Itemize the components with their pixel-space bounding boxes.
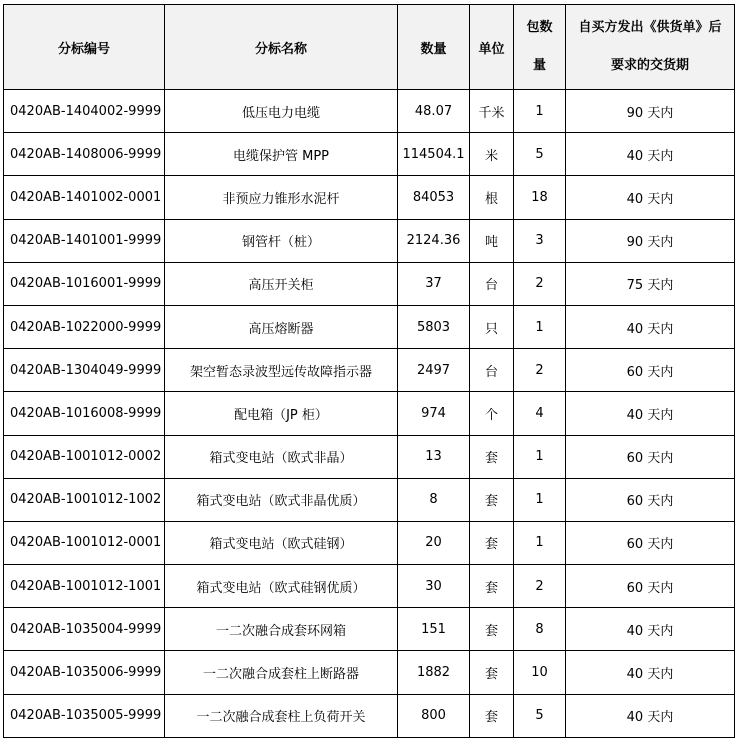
cell-delivery: 60 天内	[566, 521, 735, 564]
cell-code: 0420AB-1022000-9999	[4, 305, 165, 348]
table-row	[4, 349, 735, 392]
cell-qty: 114504.1	[398, 133, 470, 176]
cell-name: 箱式变电站（欧式非晶）	[165, 435, 398, 478]
cell-unit: 千米	[470, 90, 514, 133]
cell-unit: 台	[470, 262, 514, 305]
cell-qty: 974	[398, 392, 470, 435]
cell-packages: 5	[514, 694, 566, 737]
table-row	[4, 694, 735, 737]
cell-qty: 37	[398, 262, 470, 305]
cell-qty: 30	[398, 565, 470, 608]
cell-code: 0420AB-1001012-0002	[4, 435, 165, 478]
cell-code: 0420AB-1404002-9999	[4, 90, 165, 133]
cell-name: 箱式变电站（欧式硅钢）	[165, 521, 398, 564]
cell-delivery: 40 天内	[566, 608, 735, 651]
header-unit: 单位	[470, 5, 514, 90]
cell-code: 0420AB-1401002-0001	[4, 176, 165, 219]
cell-qty: 800	[398, 694, 470, 737]
cell-delivery: 75 天内	[566, 262, 735, 305]
table-row	[4, 133, 735, 176]
cell-code: 0420AB-1001012-1002	[4, 478, 165, 521]
header-packages-line-1: 包数	[526, 20, 553, 35]
cell-unit: 套	[470, 435, 514, 478]
table-row	[4, 90, 735, 133]
cell-qty: 1882	[398, 651, 470, 694]
cell-packages: 4	[514, 392, 566, 435]
cell-qty: 20	[398, 521, 470, 564]
header-delivery-line-2: 要求的交货期	[610, 58, 689, 73]
cell-delivery: 40 天内	[566, 694, 735, 737]
cell-unit: 套	[470, 694, 514, 737]
cell-name: 一二次融合成套柱上负荷开关	[165, 694, 398, 737]
header-delivery	[566, 5, 735, 90]
cell-qty: 2497	[398, 349, 470, 392]
cell-name: 一二次融合成套环网箱	[165, 608, 398, 651]
cell-code: 0420AB-1304049-9999	[4, 349, 165, 392]
table-row	[4, 608, 735, 651]
table-row	[4, 219, 735, 262]
cell-unit: 套	[470, 521, 514, 564]
cell-qty: 8	[398, 478, 470, 521]
cell-packages: 2	[514, 349, 566, 392]
cell-unit: 套	[470, 565, 514, 608]
cell-unit: 吨	[470, 219, 514, 262]
cell-unit: 根	[470, 176, 514, 219]
cell-unit: 只	[470, 305, 514, 348]
cell-code: 0420AB-1035005-9999	[4, 694, 165, 737]
cell-packages: 1	[514, 305, 566, 348]
table-row	[4, 262, 735, 305]
header-qty: 数量	[398, 5, 470, 90]
cell-name: 配电箱（JP 柜）	[165, 392, 398, 435]
cell-name: 一二次融合成套柱上断路器	[165, 651, 398, 694]
cell-delivery: 60 天内	[566, 478, 735, 521]
cell-qty: 84053	[398, 176, 470, 219]
cell-delivery: 40 天内	[566, 392, 735, 435]
cell-code: 0420AB-1016001-9999	[4, 262, 165, 305]
cell-delivery: 40 天内	[566, 651, 735, 694]
cell-qty: 48.07	[398, 90, 470, 133]
header-delivery-line-1: 自买方发出《供货单》后	[578, 20, 722, 35]
cell-packages: 1	[514, 90, 566, 133]
cell-qty: 5803	[398, 305, 470, 348]
table-row	[4, 176, 735, 219]
cell-packages: 1	[514, 478, 566, 521]
cell-unit: 套	[470, 478, 514, 521]
header-name: 分标名称	[165, 5, 398, 90]
header-packages	[514, 5, 566, 90]
header-packages-line-2: 量	[532, 58, 546, 73]
bid-lot-table	[3, 4, 735, 738]
cell-delivery: 40 天内	[566, 133, 735, 176]
cell-delivery: 90 天内	[566, 219, 735, 262]
table-row	[4, 435, 735, 478]
cell-name: 箱式变电站（欧式非晶优质）	[165, 478, 398, 521]
cell-name: 高压熔断器	[165, 305, 398, 348]
cell-packages: 8	[514, 608, 566, 651]
cell-name: 非预应力锥形水泥杆	[165, 176, 398, 219]
cell-unit: 套	[470, 608, 514, 651]
cell-packages: 2	[514, 262, 566, 305]
cell-qty: 13	[398, 435, 470, 478]
cell-packages: 10	[514, 651, 566, 694]
cell-unit: 个	[470, 392, 514, 435]
cell-qty: 2124.36	[398, 219, 470, 262]
cell-packages: 3	[514, 219, 566, 262]
cell-name: 高压开关柜	[165, 262, 398, 305]
cell-unit: 套	[470, 651, 514, 694]
table-row	[4, 521, 735, 564]
table-row	[4, 392, 735, 435]
table-row	[4, 651, 735, 694]
cell-name: 钢管杆（桩）	[165, 219, 398, 262]
cell-delivery: 40 天内	[566, 305, 735, 348]
table-body	[4, 90, 735, 738]
cell-code: 0420AB-1016008-9999	[4, 392, 165, 435]
cell-delivery: 60 天内	[566, 435, 735, 478]
cell-delivery: 90 天内	[566, 90, 735, 133]
cell-code: 0420AB-1001012-1001	[4, 565, 165, 608]
cell-name: 低压电力电缆	[165, 90, 398, 133]
header-code: 分标编号	[4, 5, 165, 90]
cell-packages: 1	[514, 435, 566, 478]
cell-code: 0420AB-1035004-9999	[4, 608, 165, 651]
cell-packages: 18	[514, 176, 566, 219]
table-row	[4, 305, 735, 348]
table-row	[4, 478, 735, 521]
cell-unit: 米	[470, 133, 514, 176]
cell-code: 0420AB-1408006-9999	[4, 133, 165, 176]
cell-delivery: 40 天内	[566, 176, 735, 219]
cell-packages: 1	[514, 521, 566, 564]
cell-qty: 151	[398, 608, 470, 651]
cell-code: 0420AB-1401001-9999	[4, 219, 165, 262]
table-row	[4, 565, 735, 608]
cell-code: 0420AB-1035006-9999	[4, 651, 165, 694]
cell-name: 箱式变电站（欧式硅钢优质）	[165, 565, 398, 608]
cell-delivery: 60 天内	[566, 565, 735, 608]
cell-name: 电缆保护管 MPP	[165, 133, 398, 176]
table-header-row	[4, 5, 735, 90]
cell-packages: 5	[514, 133, 566, 176]
cell-packages: 2	[514, 565, 566, 608]
cell-unit: 台	[470, 349, 514, 392]
cell-code: 0420AB-1001012-0001	[4, 521, 165, 564]
cell-delivery: 60 天内	[566, 349, 735, 392]
cell-name: 架空暂态录波型远传故障指示器	[165, 349, 398, 392]
